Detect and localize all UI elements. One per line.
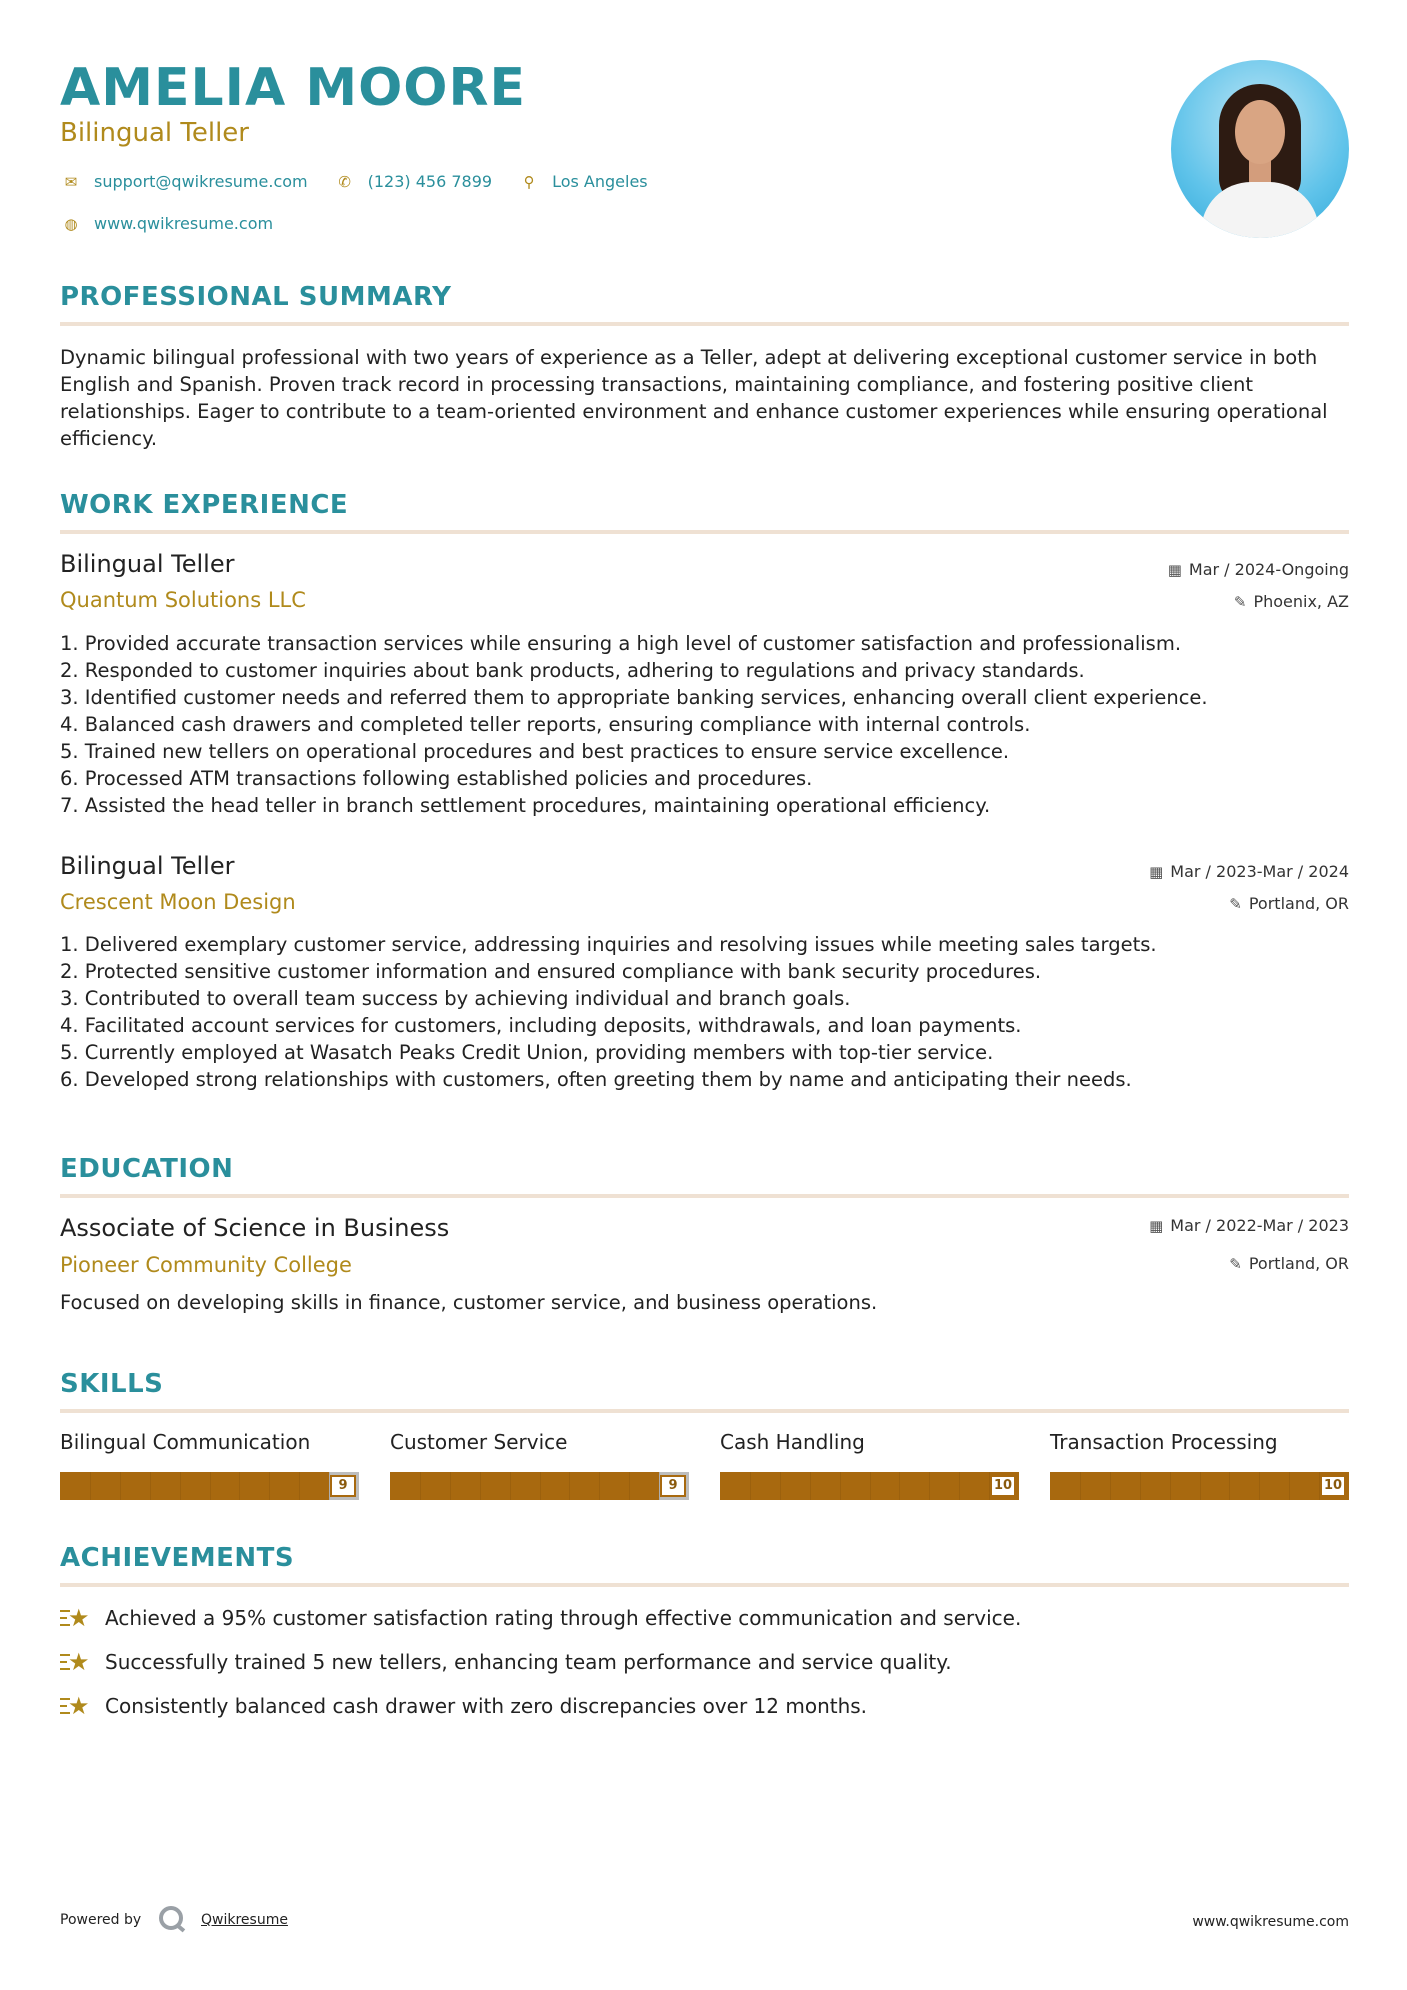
- skill-bar-fill: [60, 1472, 329, 1500]
- job-dates: ▦ Mar / 2023-Mar / 2024: [1149, 862, 1349, 881]
- skill-bar-segment: [480, 1472, 481, 1500]
- calendar-icon: ▦: [1149, 1216, 1164, 1235]
- calendar-icon: ▦: [1167, 560, 1182, 579]
- achievement-item: [60, 1692, 867, 1720]
- skill-bar-segment: [629, 1472, 630, 1500]
- skill-bar: [1050, 1472, 1349, 1500]
- star-icon: ★: [60, 1604, 92, 1632]
- skill-bar-segment: [599, 1472, 600, 1500]
- skill-bar-segment: [870, 1472, 871, 1500]
- skill-bar-segment: [90, 1472, 91, 1500]
- skill-bar-segment: [1080, 1472, 1081, 1500]
- skill-bar-segment: [450, 1472, 451, 1500]
- skill-bar-segment: [929, 1472, 930, 1500]
- skill-item: [1050, 1430, 1349, 1500]
- list-item: 6. Processed ATM transactions following established policies and procedures.: [60, 767, 813, 790]
- job-bullets: [60, 630, 1208, 819]
- skill-score: 9: [330, 1475, 356, 1497]
- skill-name: Bilingual Communication: [60, 1430, 311, 1454]
- section-divider: [60, 1194, 1349, 1198]
- list-item: 2. Responded to customer inquiries about bank products, adhering to regulations and privacy standards.: [60, 659, 1085, 682]
- contact-email[interactable]: [60, 172, 308, 191]
- education-degree: Associate of Science in Business: [60, 1214, 450, 1242]
- skill-item: [720, 1430, 1019, 1500]
- section-divider: [60, 1409, 1349, 1413]
- phone-text: (123) 456 7899: [367, 172, 493, 191]
- list-item: 1. Provided accurate transaction services while ensuring a high level of customer satisfaction and professionalism.: [60, 632, 1182, 655]
- skill-bar: [390, 1472, 689, 1500]
- summary-section: [60, 282, 1349, 326]
- skill-bar-segment: [1289, 1472, 1290, 1500]
- education-location: ✎ Portland, OR: [1229, 1254, 1349, 1273]
- achievement-text: Achieved a 95% customer satisfaction rating through effective communication and service.: [105, 1606, 1022, 1630]
- skill-bar-segment: [810, 1472, 811, 1500]
- achievements-section: [60, 1543, 1349, 1587]
- education-description: Focused on developing skills in finance, customer service, and business operations.: [60, 1291, 878, 1314]
- location-text: Los Angeles: [552, 172, 648, 191]
- skill-bar-segment: [540, 1472, 541, 1500]
- footer: [60, 1902, 1349, 1942]
- skill-bar-segment: [1259, 1472, 1260, 1500]
- contact-row-2: [60, 214, 299, 233]
- job-dates: ▦ Mar / 2024-Ongoing: [1167, 560, 1349, 579]
- skill-bar-segment: [1170, 1472, 1171, 1500]
- skill-bar-segment: [1229, 1472, 1230, 1500]
- pin-icon: ✎: [1229, 894, 1242, 913]
- skill-score: 10: [1320, 1475, 1346, 1497]
- skill-bar-segment: [569, 1472, 570, 1500]
- skill-bar-segment: [210, 1472, 211, 1500]
- skill-name: Cash Handling: [720, 1430, 865, 1454]
- list-item: 4. Balanced cash drawers and completed teller reports, ensuring compliance with internal controls.: [60, 713, 1031, 736]
- skill-bar-segment: [1200, 1472, 1201, 1500]
- education-school: Pioneer Community College: [60, 1253, 352, 1277]
- candidate-name: AMELIA MOORE: [60, 58, 527, 118]
- list-item: 4. Facilitated account services for customers, including deposits, withdrawals, and loan payments.: [60, 1014, 1022, 1037]
- skill-bar-segment: [780, 1472, 781, 1500]
- job-location: ✎ Portland, OR: [1229, 894, 1349, 913]
- skill-bar: [60, 1472, 359, 1500]
- section-divider: [60, 530, 1349, 534]
- skill-bar: [720, 1472, 1019, 1500]
- education-dates: ▦ Mar / 2022-Mar / 2023: [1149, 1216, 1349, 1235]
- achievements-heading: ACHIEVEMENTS: [60, 1543, 295, 1573]
- job-bullets: [60, 931, 1157, 1093]
- skill-score: 9: [660, 1475, 686, 1497]
- list-item: 5. Currently employed at Wasatch Peaks Credit Union, providing members with top-tier service.: [60, 1041, 994, 1064]
- job-title: Bilingual Teller: [60, 550, 235, 578]
- globe-icon: ◍: [64, 214, 78, 233]
- summary-heading: PROFESSIONAL SUMMARY: [60, 282, 452, 312]
- skill-name: Customer Service: [390, 1430, 568, 1454]
- section-divider: [60, 322, 1349, 326]
- list-item: 7. Assisted the head teller in branch settlement procedures, maintaining operational efficiency.: [60, 794, 991, 817]
- experience-section: [60, 490, 1349, 534]
- achievement-item: [60, 1648, 952, 1676]
- list-item: 3. Identified customer needs and referred them to appropriate banking services, enhancing overall client experience.: [60, 686, 1208, 709]
- powered-by-label: Powered by: [60, 1912, 142, 1928]
- skill-score: 10: [990, 1475, 1016, 1497]
- education-heading: EDUCATION: [60, 1154, 234, 1184]
- map-pin-icon: ⚲: [523, 172, 535, 191]
- qwikresume-logo-icon: [159, 1906, 183, 1930]
- star-icon: ★: [60, 1648, 92, 1676]
- job-company: Quantum Solutions LLC: [60, 588, 306, 612]
- contact-phone[interactable]: [334, 172, 492, 191]
- achievement-text: Consistently balanced cash drawer with zero discrepancies over 12 months.: [105, 1694, 868, 1718]
- list-item: 6. Developed strong relationships with customers, often greeting them by name and anticipating their needs.: [60, 1068, 1132, 1091]
- section-divider: [60, 1583, 1349, 1587]
- candidate-role: Bilingual Teller: [60, 118, 249, 148]
- achievement-item: [60, 1604, 1021, 1632]
- phone-icon: ✆: [338, 172, 351, 191]
- contact-row-1: [60, 172, 674, 191]
- skill-bar-segment: [239, 1472, 240, 1500]
- contact-location: [518, 172, 648, 191]
- skill-bar-segment: [510, 1472, 511, 1500]
- skill-bar-segment: [959, 1472, 960, 1500]
- list-item: 2. Protected sensitive customer information and ensured compliance with bank security procedures.: [60, 960, 1042, 983]
- job-title: Bilingual Teller: [60, 852, 235, 880]
- skill-bar-segment: [269, 1472, 270, 1500]
- list-item: 1. Delivered exemplary customer service, addressing inquiries and resolving issues while meeting sales targets.: [60, 933, 1157, 956]
- job-location: ✎ Phoenix, AZ: [1233, 592, 1349, 611]
- skill-bar-fill: [390, 1472, 659, 1500]
- brand-link[interactable]: Qwikresume: [201, 1912, 288, 1928]
- skill-bar-segment: [1110, 1472, 1111, 1500]
- pin-icon: ✎: [1233, 592, 1247, 611]
- experience-heading: WORK EXPERIENCE: [60, 490, 349, 520]
- skill-name: Transaction Processing: [1050, 1430, 1278, 1454]
- skill-bar-segment: [180, 1472, 181, 1500]
- skill-bar-segment: [899, 1472, 900, 1500]
- pin-icon: ✎: [1229, 1254, 1242, 1273]
- skills-section: [60, 1369, 1349, 1413]
- skill-bar-segment: [840, 1472, 841, 1500]
- contact-website[interactable]: [60, 214, 273, 233]
- skill-bar-segment: [1140, 1472, 1141, 1500]
- achievement-text: Successfully trained 5 new tellers, enhancing team performance and service quality.: [105, 1650, 952, 1674]
- skill-bar-segment: [420, 1472, 421, 1500]
- footer-url[interactable]: www.qwikresume.com: [1192, 1914, 1349, 1930]
- summary-text: Dynamic bilingual professional with two years of experience as a Teller, adept at delivering exceptional customer service in both English and Spanish. Proven track record in processing transactions, maintaining compliance, and fostering positive client relationships. Eager to contribute to a team-oriented environment and enhance customer experiences while ensuring operational efficiency.: [60, 346, 1328, 450]
- email-text: support@qwikresume.com: [94, 172, 308, 191]
- list-item: 3. Contributed to overall team success by achieving individual and branch goals.: [60, 987, 851, 1010]
- job-company: Crescent Moon Design: [60, 890, 296, 914]
- skill-bar-segment: [120, 1472, 121, 1500]
- skill-bar-segment: [150, 1472, 151, 1500]
- list-item: 5. Trained new tellers on operational procedures and best practices to ensure service excellence.: [60, 740, 1010, 763]
- profile-photo: [1171, 60, 1349, 238]
- calendar-icon: ▦: [1149, 862, 1164, 881]
- star-icon: ★: [60, 1692, 92, 1720]
- skill-item: [60, 1430, 359, 1500]
- skill-bar-segment: [299, 1472, 300, 1500]
- education-section: [60, 1154, 1349, 1198]
- website-text: www.qwikresume.com: [94, 214, 274, 233]
- skill-bar-segment: [750, 1472, 751, 1500]
- skills-heading: SKILLS: [60, 1369, 164, 1399]
- skill-item: [390, 1430, 689, 1500]
- envelope-icon: ✉: [64, 172, 78, 191]
